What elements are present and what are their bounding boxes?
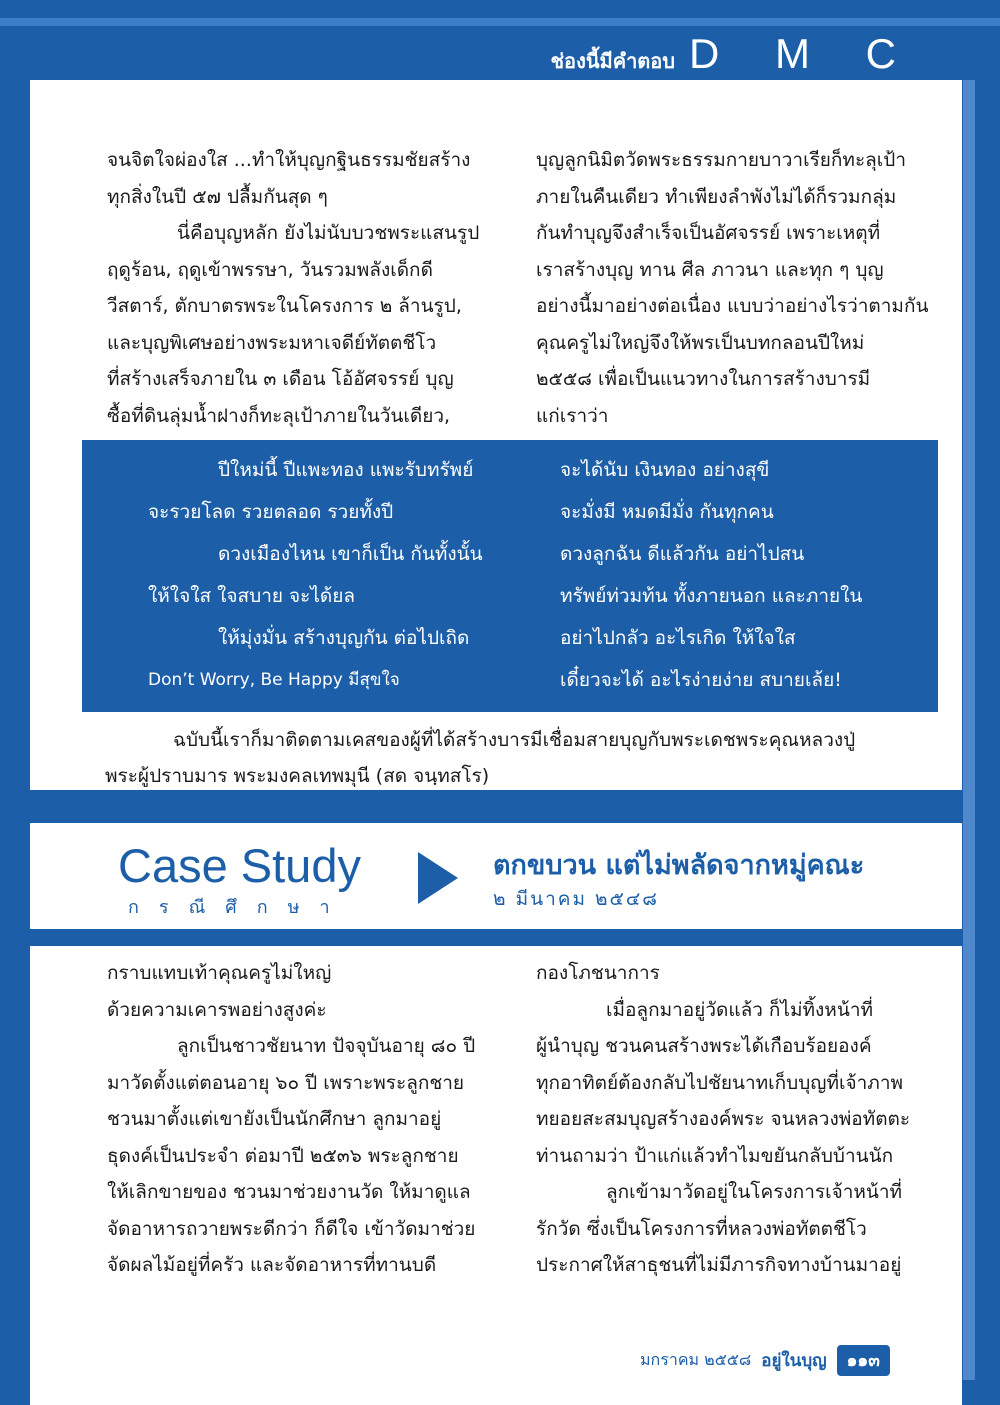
text-line: นี่คือบุญหลัก ยังไม่นับบวชพระแสนรูป: [177, 222, 480, 244]
poem-line: อย่าไปกลัว อะไรเกิด ให้ใจใส: [560, 627, 796, 649]
poem-line: เดี๋ยวจะได้ อะไรง่ายง่าย สบายเล้ย!: [560, 669, 842, 691]
text-line: ผู้นำบุญ ชวนคนสร้างพระได้เกือบร้อยองค์: [536, 1035, 872, 1057]
arrow-right-icon: [418, 852, 458, 904]
case-study-date: ๒ มีนาคม ๒๕๔๘: [493, 888, 659, 910]
bottom-right-column: [536, 955, 910, 1284]
footer-date: มกราคม ๒๕๕๘: [640, 1350, 752, 1369]
text-line: และบุญพิเศษอย่างพระมหาเจดีย์ทัตตชีโว: [107, 331, 437, 354]
text-line: แก่เราว่า: [536, 404, 609, 427]
top-right-column: [536, 142, 928, 434]
case-study-headline: ตกขบวน แต่ไม่พลัดจากหมู่คณะ: [493, 850, 865, 881]
poem-line: จะได้นับ เงินทอง อย่างสุขี: [560, 459, 770, 481]
poem-line: จะรวยโลด รวยตลอด รวยทั้งปี: [148, 501, 394, 523]
text-line: ที่สร้างเสร็จภายใน ๓ เดือน โอ้อัศจรรย์ บุญ: [107, 368, 454, 390]
poem-right-column: [560, 449, 862, 701]
text-line: อย่างนี้มาอย่างต่อเนื่อง แบบว่าอย่างไรว่าตามกัน: [536, 295, 929, 317]
text-line: มาวัดตั้งแต่ตอนอายุ ๖๐ ปี เพราะพระลูกชาย: [107, 1071, 465, 1094]
text-line: จัดอาหารถวายพระดีกว่า ก็ดีใจ เข้าวัดมาช่วย: [107, 1217, 476, 1240]
header-label: ช่องนี้มีคำตอบ: [550, 49, 675, 73]
poem-left-column: [148, 449, 483, 701]
text-line: ฤดูร้อน, ฤดูเข้าพรรษา, วันรวมพลังเด็กดี: [107, 258, 433, 281]
text-line: คุณครูไม่ใหญ่จึงให้พรเป็นบทกลอนปีใหม่: [536, 331, 865, 354]
text-line: วีสตาร์, ตักบาตรพระในโครงการ ๒ ล้านรูป,: [107, 295, 462, 317]
text-line: ทยอยสะสมบุญสร้างองค์พระ จนหลวงพ่อทัตตะ: [536, 1108, 911, 1130]
text-line: ทุกอาทิตย์ต้องกลับไปชัยนาทเก็บบุญที่เจ้าภาพ: [536, 1071, 904, 1094]
poem-line: ดวงลูกฉัน ดีแล้วกัน อย่าไปสน: [560, 543, 805, 565]
text-line: ธุดงค์เป็นประจำ ต่อมาปี ๒๕๓๖ พระลูกชาย: [107, 1144, 459, 1167]
text-line: บุญลูกนิมิตวัดพระธรรมกายบาวาเรียก็ทะลุเป้า: [536, 149, 907, 171]
text-line: ประกาศให้สาธุชนที่ไม่มีภารกิจทางบ้านมาอยู่: [536, 1254, 902, 1276]
text-line: รักวัด ซึ่งเป็นโครงการที่หลวงพ่อทัตตชีโว: [536, 1217, 867, 1240]
text-line: ซื้อที่ดินลุ่มน้ำฝางก็ทะลุเป้าภายในวันเดียว,: [107, 404, 451, 427]
text-line: เมื่อลูกมาอยู่วัดแล้ว ก็ไม่ทิ้งหน้าที่: [606, 998, 874, 1021]
text-line: ด้วยความเคารพอย่างสูงค่ะ: [107, 998, 327, 1021]
top-left-column: [107, 142, 479, 434]
text-line: ๒๕๕๘ เพื่อเป็นแนวทางในการสร้างบารมี: [536, 368, 871, 390]
poem-line: ให้ใจใส ใจสบาย จะได้ยล: [148, 585, 356, 607]
header-brand: D M C: [689, 30, 918, 77]
top-accent-line: [0, 18, 1000, 26]
poem-line: Don’t Worry, Be Happy มีสุขใจ: [148, 670, 400, 690]
bottom-left-column: [107, 955, 475, 1284]
text-line: ท่านถามว่า ป้าแก่แล้วทำไมขยันกลับบ้านนัก: [536, 1144, 894, 1167]
text-line: กราบแทบเท้าคุณครูไม่ใหญ่: [107, 962, 332, 984]
poem-line: ดวงเมืองไหน เขาก็เป็น กันทั้งนั้น: [218, 543, 483, 565]
case-study-title: Case Study: [118, 839, 361, 892]
text-line: ทุกสิ่งในปี ๕๗ ปลื้มกันสุด ๆ: [107, 185, 328, 208]
text-line: กองโภชนาการ: [536, 962, 660, 984]
text-line: พระผู้ปราบมาร พระมงคลเทพมุนี (สด จนฺทสโร): [105, 765, 490, 787]
text-line: จนจิตใจผ่องใส ...ทำให้บุญกฐินธรรมชัยสร้าง: [107, 149, 471, 171]
footer-magazine: อยู่ในบุญ: [761, 1351, 827, 1371]
text-line: ฉบับนี้เราก็มาติดตามเคสของผู้ที่ได้สร้างบารมีเชื่อมสายบุญกับพระเดชพระคุณหลวงปู่: [173, 729, 856, 751]
poem-line: ปีใหม่นี้ ปีแพะทอง แพะรับทรัพย์: [218, 459, 474, 481]
poem-line: ให้มุ่งมั่น สร้างบุญกัน ต่อไปเถิด: [218, 627, 470, 649]
after-poem-paragraph: [105, 722, 925, 794]
text-line: ลูกเป็นชาวชัยนาท ปัจจุบันอายุ ๘๐ ปี: [177, 1035, 476, 1057]
text-line: ลูกเข้ามาวัดอยู่ในโครงการเจ้าหน้าที่: [606, 1181, 903, 1203]
text-line: ให้เลิกขายของ ชวนมาช่วยงานวัด ให้มาดูแล: [107, 1181, 471, 1203]
side-accent-stripe: [963, 80, 975, 1380]
page-number: ๑๑๓: [837, 1345, 890, 1376]
page-footer: [640, 1345, 890, 1376]
text-line: ชวนมาตั้งแต่เขายังเป็นนักศึกษา ลูกมาอยู่: [107, 1108, 442, 1130]
case-study-subtitle: กรณีศึกษา: [128, 897, 350, 918]
text-line: จัดผลไม้อยู่ที่ครัว และจัดอาหารที่ทานบดี: [107, 1254, 437, 1276]
poem-line: จะมั่งมี หมดมีมั่ง กันทุกคน: [560, 501, 774, 523]
page-header: [550, 30, 918, 78]
text-line: ภายในคืนเดียว ทำเพียงลำพังไม่ได้ก็รวมกลุ่ม: [536, 185, 897, 208]
text-line: เราสร้างบุญ ทาน ศีล ภาวนา และทุก ๆ บุญ: [536, 258, 884, 281]
text-line: กันทำบุญจึงสำเร็จเป็นอัศจรรย์ เพราะเหตุที่: [536, 222, 881, 244]
poem-line: ทรัพย์ท่วมท้น ทั้งภายนอก และภายใน: [560, 585, 863, 607]
